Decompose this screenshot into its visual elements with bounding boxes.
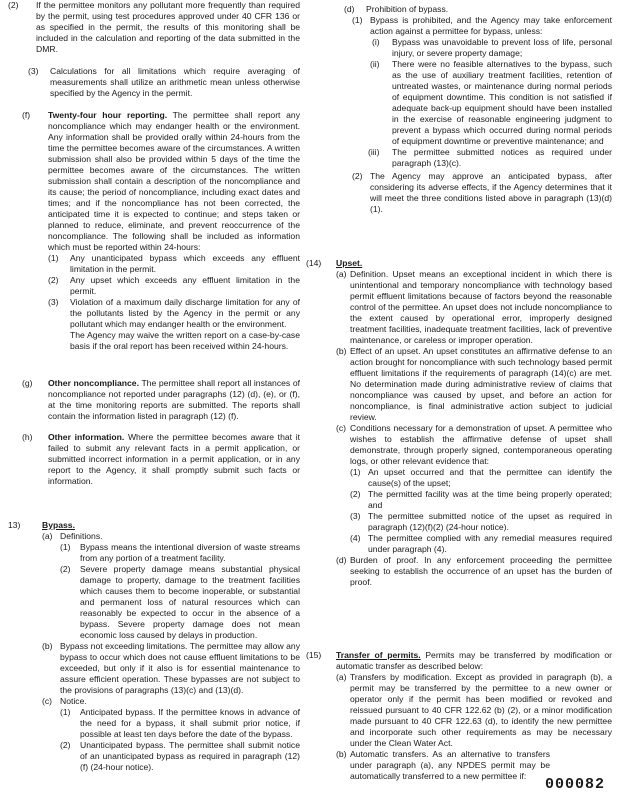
paragraph-14a: (a) Definition. Upset means an exceptional incident in which there is unintentional and temporary noncompliance with technology based permit effluent limitations because of factors beyond the reasonable control of the permittee. An upset does not include noncompliance to the extent caused by operational error, improperly designed treatment facilities, inadequate treatment facilities, lack of preventive maintenance, or careless or improper operation. <box>336 269 612 345</box>
paragraph-12e3: (3) Calculations for all limitations which require averaging of measurements shall utilize an arithmetic mean unless otherwise specified by the Agency in the permit. <box>28 66 300 98</box>
paragraph-12f: (f) Twenty-four hour reporting. The permittee shall report any noncompliance which may endanger health or the environment. Any information shall be provided orally within 24-hours from the time the permittee becomes aware of the circumstances. A written submission shall also be provided within 5 days of the time the permittee becomes aware of the circumstances. The written submission shall contain a description of the noncompliance and its cause; the period of noncompliance, including exact dates and times; and if the noncompliance has not been corrected, the anticipated time it is expected to continue; and steps taken or planned to reduce, eliminate, and prevent reoccurrence of the noncompliance. The following shall be included as information which must be reported within 24-hours: (1) Any unanticipated bypass which exceeds any effluent limitation in the permit. (2) Any upset which exceeds any effluent limitation in the permit. (3) Violation of a maximum daily discharge limitation for any of the pollutants listed by the Agency in the permit or any pollutant which may endanger health or the environment. The Agency may waive the written report on a case-by-case basis if the oral report has been received within 24-hours. <box>22 110 300 351</box>
paragraph-14c: (c) Conditions necessary for a demonstration of upset. A permittee who wishes to establish the affirmative defense of upset shall demonstrate, through properly signed, contemporaneous operating logs, or other relevant evidence that: (1) An upset occurred and that the permittee can identify the cause(s) of the upset; (2) The permitted facility was at the time being properly operated; and (3) The permittee submitted notice of the upset as required in paragraph (12)(f)(2) (24-hour notice). (4) The permittee complied with any remedial measures required under paragraph (4). <box>336 423 612 554</box>
list-item: (1) Bypass is prohibited, and the Agency may take enforcement action against a permittee for bypass, unless: <box>352 15 612 36</box>
paragraph-13a: (a) Definitions. (1) Bypass means the intentional diversion of waste streams from any portion of a treatment facility. (2) Severe property damage means substantial physical damage to property, damage to the treatment facilities which causes them to become inoperable, or substantial and permanent loss of natural resources which can reasonably be expected to occur in the absence of a bypass. Severe property damage does not mean economic loss caused by delays in production. <box>42 531 300 640</box>
paragraph-13c: (c) Notice. (1) Anticipated bypass. If the permittee knows in advance of the need for a bypass, it shall submit prior notice, if possible at least ten days before the date of the bypass. (2) Unanticipated bypass. The permittee shall submit notice of an unanticipated bypass as required in paragraph (12)(f) (24-hour notice). <box>42 696 300 772</box>
paragraph-12g: (g) Other noncompliance. The permittee shall report all instances of noncompliance not reported under paragraphs (12) (d), (e), or (f), at the time monitoring reports are submitted. The reports shall contain the information listed in paragraph (12) (f). <box>22 378 300 421</box>
list-item: (2) The permitted facility was at the time being properly operated; and <box>350 489 612 510</box>
page-number-stamp: 000082 <box>544 776 605 793</box>
list-item: (3) Violation of a maximum daily discharge limitation for any of the pollutants listed by the Agency in the permit or any pollutant which may endanger health or the environment. The Agency may waive the written report on a case-by-case basis if the oral report has been received within 24-hours. <box>48 297 300 351</box>
paragraph-13d: (d) Prohibition of bypass. (1) Bypass is prohibited, and the Agency may take enforcement action against a permittee for bypass, unless: (i) Bypass was unavoidable to prevent loss of life, personal injury, or severe property damage; (ii) There were no feasible alternatives to the bypass, such as the use of auxiliary treatment facilities, retention of untreated wastes, or maintenance during normal periods of equipment downtime. This condition is not satisfied if adequate back-up equipment should have been installed in the exercise of reasonable engineering judgment to prevent a bypass which occurred during normal periods of equipment downtime or preventive maintenance; and (iii) The permittee submitted notices as required under paragraph (13)(c). (2) The Agency may approve an anticipated bypass, after considering its adverse effects, if the Agency determines that it will meet the three conditions listed above in paragraph (13)(d)(1). <box>344 4 612 214</box>
list-item: (1) Any unanticipated bypass which exceeds any effluent limitation in the permit. <box>48 253 300 274</box>
list-item: (iii) The permittee submitted notices as required under paragraph (13)(c). <box>368 147 612 168</box>
list-item: (ii) There were no feasible alternatives to the bypass, such as the use of auxiliary treatment facilities, retention of untreated wastes, or maintenance during normal periods of equipment downtime. This condition is not satisfied if adequate back-up equipment should have been installed in the exercise of reasonable engineering judgment to prevent a bypass which occurred during normal periods of equipment downtime or preventive maintenance; and <box>370 59 612 146</box>
list-item: (2) The Agency may approve an anticipated bypass, after considering its adverse effects, if the Agency determines that it will meet the three conditions listed above in paragraph (13)(d)(1). <box>352 171 612 214</box>
list-item: (1) Bypass means the intentional diversion of waste streams from any portion of a treatment facility. <box>60 542 300 563</box>
list-item: (1) Anticipated bypass. If the permittee knows in advance of the need for a bypass, it shall submit prior notice, if possible at least ten days before the date of the bypass. <box>60 707 300 739</box>
section-13-bypass: 13) Bypass. (a) Definitions. (1) Bypass means the intentional diversion of waste streams from any portion of a treatment facility. (2) Severe property damage means substantial physical damage to property, damage to the treatment facilities which causes them to become inoperable, or substantial and permanent loss of natural resources which can reasonably be expected to occur in the absence of a bypass. Severe property damage does not mean economic loss caused by delays in production. (b) Bypass not exceeding limitations. The permittee may allow any bypass to occur which does not cause effluent limitations to be exceeded, but only if it also is for essential maintenance to assure efficient operation. These bypasses are not subject to the provisions of paragraphs (13)(c) and (13)(d). (c) Notice. (1) Anticipated bypass. If the permittee knows in advance of the need for a bypass, it shall submit prior notice, if possible at least ten days before the date of the bypass. (2) Unanticipated bypass. The permittee shall submit notice of an unanticipated bypass as required in paragraph (12)(f) (24-hour notice). <box>8 520 300 772</box>
list-item: (i) Bypass was unavoidable to prevent loss of life, personal injury, or severe property damage; <box>372 37 612 58</box>
list-item: (4) The permittee complied with any remedial measures required under paragraph (4). <box>350 533 612 554</box>
paragraph-12h: (h) Other information. Where the permittee becomes aware that it failed to submit any relevant facts in a permit application, or submitted incorrect information in a permit application, or in any report to the Agency, it shall promptly submit such facts or information. <box>22 432 300 486</box>
section-14-upset: (14) Upset. (a) Definition. Upset means an exceptional incident in which there is unintentional and temporary noncompliance with technology based permit effluent limitations because of factors beyond the reasonable control of the permittee. An upset does not include noncompliance to the extent caused by operational error, improperly designed treatment facilities, inadequate treatment facilities, lack of preventive maintenance, or careless or improper operation. (b) Effect of an upset. An upset constitutes an affirmative defense to an action brought for noncompliance with such technology based permit effluent limitations if the requirements of paragraph (14)(c) are met. No determination made during administrative review of claims that noncompliance was caused by upset, and before an action for noncompliance, is final administrative action subject to judicial review. (c) Conditions necessary for a demonstration of upset. A permittee who wishes to establish the affirmative defense of upset shall demonstrate, through properly signed, contemporaneous operating logs, or other relevant evidence that: (1) An upset occurred and that the permittee can identify the cause(s) of the upset; (2) The permitted facility was at the time being properly operated; and (3) The permittee submitted notice of the upset as required in paragraph (12)(f)(2) (24-hour notice). (4) The permittee complied with any remedial measures required under paragraph (4). (d) Burden of proof. In any enforcement proceeding the permittee seeking to establish the occurrence of an upset has the burden of proof. <box>306 258 612 587</box>
paragraph-15a: (a) Transfers by modification. Except as provided in paragraph (b), a permit may be transferred by the permittee to a new owner or operator only if the permit has been modified or revoked and reissued pursuant to 40 CFR 122.62 (b) (2), or a minor modification made pursuant to 40 CFR 122.63 (d), to identify the new permittee and incorporate such other requirements as may be necessary under the Clean Water Act. <box>336 672 612 748</box>
list-item: (2) Any upset which exceeds any effluent limitation in the permit. <box>48 275 300 296</box>
paragraph-13b: (b) Bypass not exceeding limitations. The permittee may allow any bypass to occur which does not cause effluent limitations to be exceeded, but only if it also is for essential maintenance to assure efficient operation. These bypasses are not subject to the provisions of paragraphs (13)(c) and (13)(d). <box>42 641 300 695</box>
paragraph-15b: (b) Automatic transfers. As an alternative to transfers under paragraph (a), any NPDES permit may be automatically transferred to a new permittee if: <box>336 749 550 781</box>
section-15-transfer: (15) Transfer of permits. Permits may be transferred by modification or automatic transfer as described below: (a) Transfers by modification. Except as provided in paragraph (b), a permit may be transferred by the permittee to a new owner or operator only if the permit has been modified or revoked and reissued pursuant to 40 CFR 122.62 (b) (2), or a minor modification made pursuant to 40 CFR 122.63 (d), to identify the new permittee and incorporate such other requirements as may be necessary under the Clean Water Act. (b) Automatic transfers. As an alternative to transfers under paragraph (a), any NPDES permit may be automatically transferred to a new permittee if: <box>306 650 613 781</box>
list-item: (3) The permittee submitted notice of the upset as required in paragraph (12)(f)(2) (24-hour notice). <box>350 511 612 532</box>
paragraph-12e2: (2) If the permittee monitors any pollutant more frequently than required by the permit, using test procedures approved under 40 CFR 136 or as specified in the permit, the results of this monitoring shall be included in the calculation and reporting of the data submitted in the DMR. <box>8 0 300 54</box>
list-item: (2) Severe property damage means substantial physical damage to property, damage to the treatment facilities which causes them to become inoperable, or substantial and permanent loss of natural resources which can reasonably be expected to occur in the absence of a bypass. Severe property damage does not mean economic loss caused by delays in production. <box>60 564 300 640</box>
right-column <box>306 0 612 800</box>
list-item: (1) An upset occurred and that the permittee can identify the cause(s) of the upset; <box>350 467 612 488</box>
paragraph-14b: (b) Effect of an upset. An upset constitutes an affirmative defense to an action brought for noncompliance with such technology based permit effluent limitations if the requirements of paragraph (14)(c) are met. No determination made during administrative review of claims that noncompliance was caused by upset, and before an action for noncompliance, is final administrative action subject to judicial review. <box>336 346 612 422</box>
list-item: (2) Unanticipated bypass. The permittee shall submit notice of an unanticipated bypass as required in paragraph (12)(f) (24-hour notice). <box>60 740 300 772</box>
paragraph-14d: (d) Burden of proof. In any enforcement proceeding the permittee seeking to establish the occurrence of an upset has the burden of proof. <box>336 555 612 587</box>
left-column <box>8 0 300 800</box>
